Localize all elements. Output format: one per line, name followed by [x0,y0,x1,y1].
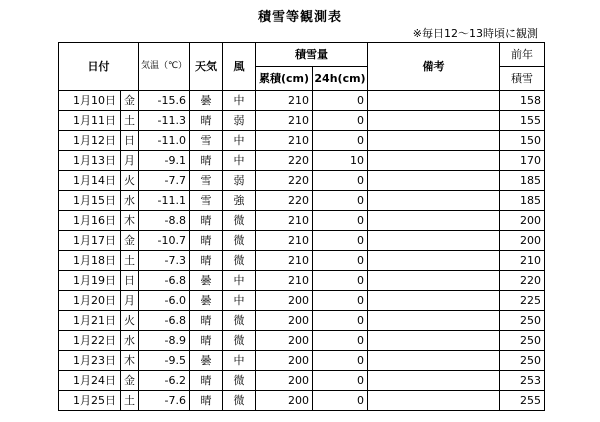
cell-temperature: -6.8 [139,311,190,331]
cell-wind: 中 [223,291,256,311]
cell-day-of-week: 金 [121,91,139,111]
table-row [59,331,545,351]
header-temperature: 気温（℃） [139,43,190,91]
cell-weather: 雪 [190,131,223,151]
table-row [59,151,545,171]
cell-snow-total: 210 [256,111,313,131]
cell-day-of-week: 水 [121,331,139,351]
cell-temperature: -8.8 [139,211,190,231]
cell-snow-24h: 0 [313,91,368,111]
cell-wind: 微 [223,391,256,411]
cell-snow-total: 220 [256,171,313,191]
cell-wind: 強 [223,191,256,211]
cell-remarks [368,131,500,151]
cell-date: 1月15日 [59,191,121,211]
cell-date: 1月11日 [59,111,121,131]
cell-weather: 晴 [190,111,223,131]
cell-temperature: -7.6 [139,391,190,411]
cell-snow-total: 210 [256,251,313,271]
table-row [59,131,545,151]
snow-observation-table [58,42,545,411]
table-row [59,311,545,331]
cell-day-of-week: 木 [121,211,139,231]
cell-wind: 微 [223,231,256,251]
cell-snow-total: 220 [256,151,313,171]
cell-prev-year-snow: 255 [500,391,545,411]
cell-remarks [368,211,500,231]
table-row [59,291,545,311]
cell-remarks [368,191,500,211]
table-row [59,91,545,111]
cell-date: 1月20日 [59,291,121,311]
cell-snow-24h: 0 [313,251,368,271]
table-row [59,391,545,411]
cell-prev-year-snow: 250 [500,351,545,371]
cell-prev-year-snow: 170 [500,151,545,171]
table-row [59,251,545,271]
cell-temperature: -6.0 [139,291,190,311]
cell-snow-24h: 0 [313,351,368,371]
cell-snow-24h: 0 [313,371,368,391]
cell-wind: 微 [223,211,256,231]
header-snow-depth: 積雪量 [256,43,368,67]
cell-snow-24h: 0 [313,311,368,331]
cell-date: 1月13日 [59,151,121,171]
cell-remarks [368,231,500,251]
cell-wind: 中 [223,271,256,291]
cell-weather: 晴 [190,371,223,391]
cell-snow-total: 200 [256,371,313,391]
cell-day-of-week: 金 [121,231,139,251]
cell-remarks [368,91,500,111]
table-body [59,91,545,411]
cell-date: 1月22日 [59,331,121,351]
cell-wind: 微 [223,311,256,331]
cell-snow-24h: 0 [313,111,368,131]
cell-snow-total: 200 [256,391,313,411]
cell-remarks [368,111,500,131]
table-row [59,271,545,291]
cell-temperature: -8.9 [139,331,190,351]
cell-prev-year-snow: 250 [500,331,545,351]
cell-day-of-week: 日 [121,131,139,151]
cell-remarks [368,291,500,311]
cell-snow-24h: 0 [313,331,368,351]
cell-date: 1月24日 [59,371,121,391]
cell-prev-year-snow: 185 [500,171,545,191]
cell-weather: 晴 [190,331,223,351]
header-snow-24h: 24h(cm) [313,67,368,91]
cell-remarks [368,351,500,371]
cell-date: 1月23日 [59,351,121,371]
cell-temperature: -11.1 [139,191,190,211]
cell-date: 1月19日 [59,271,121,291]
table-row [59,191,545,211]
header-prev-year-line1: 前年 [500,43,545,67]
cell-snow-24h: 0 [313,271,368,291]
cell-weather: 晴 [190,391,223,411]
cell-snow-total: 200 [256,291,313,311]
cell-snow-total: 200 [256,331,313,351]
cell-snow-total: 200 [256,311,313,331]
cell-prev-year-snow: 155 [500,111,545,131]
cell-temperature: -6.8 [139,271,190,291]
cell-prev-year-snow: 150 [500,131,545,151]
cell-weather: 曇 [190,91,223,111]
cell-weather: 曇 [190,291,223,311]
cell-temperature: -7.3 [139,251,190,271]
page-title: 積雪等観測表 [257,10,342,25]
cell-temperature: -9.1 [139,151,190,171]
cell-day-of-week: 月 [121,291,139,311]
cell-prev-year-snow: 158 [500,91,545,111]
cell-date: 1月17日 [59,231,121,251]
cell-day-of-week: 木 [121,351,139,371]
cell-snow-24h: 0 [313,231,368,251]
cell-prev-year-snow: 225 [500,291,545,311]
cell-remarks [368,271,500,291]
cell-prev-year-snow: 210 [500,251,545,271]
header-weather: 天気 [190,43,223,91]
cell-date: 1月14日 [59,171,121,191]
cell-remarks [368,311,500,331]
cell-temperature: -11.0 [139,131,190,151]
cell-day-of-week: 月 [121,151,139,171]
cell-temperature: -11.3 [139,111,190,131]
cell-remarks [368,171,500,191]
cell-prev-year-snow: 250 [500,311,545,331]
cell-date: 1月10日 [59,91,121,111]
cell-wind: 弱 [223,111,256,131]
cell-weather: 晴 [190,211,223,231]
cell-snow-24h: 0 [313,191,368,211]
cell-date: 1月18日 [59,251,121,271]
cell-weather: 晴 [190,231,223,251]
cell-weather: 晴 [190,311,223,331]
cell-date: 1月12日 [59,131,121,151]
header-remarks: 備考 [368,43,500,91]
cell-snow-24h: 10 [313,151,368,171]
cell-day-of-week: 金 [121,371,139,391]
table-row [59,171,545,191]
cell-temperature: -9.5 [139,351,190,371]
observation-note: ※毎日12～13時頃に観測 [412,27,538,40]
table-row [59,371,545,391]
table-row [59,351,545,371]
header-date: 日付 [59,43,139,91]
cell-temperature: -10.7 [139,231,190,251]
cell-day-of-week: 土 [121,391,139,411]
cell-prev-year-snow: 253 [500,371,545,391]
cell-prev-year-snow: 185 [500,191,545,211]
cell-wind: 中 [223,91,256,111]
cell-snow-24h: 0 [313,131,368,151]
cell-day-of-week: 日 [121,271,139,291]
cell-date: 1月16日 [59,211,121,231]
cell-remarks [368,331,500,351]
cell-wind: 微 [223,251,256,271]
cell-remarks [368,371,500,391]
cell-weather: 曇 [190,351,223,371]
cell-remarks [368,391,500,411]
cell-weather: 雪 [190,191,223,211]
cell-snow-total: 210 [256,231,313,251]
cell-date: 1月21日 [59,311,121,331]
cell-snow-total: 200 [256,351,313,371]
cell-wind: 弱 [223,171,256,191]
cell-temperature: -6.2 [139,371,190,391]
cell-wind: 微 [223,331,256,351]
cell-prev-year-snow: 200 [500,211,545,231]
cell-snow-total: 210 [256,211,313,231]
cell-wind: 微 [223,371,256,391]
cell-wind: 中 [223,131,256,151]
cell-day-of-week: 水 [121,191,139,211]
cell-weather: 晴 [190,151,223,171]
cell-temperature: -7.7 [139,171,190,191]
cell-remarks [368,151,500,171]
cell-snow-24h: 0 [313,211,368,231]
cell-temperature: -15.6 [139,91,190,111]
cell-snow-24h: 0 [313,171,368,191]
cell-prev-year-snow: 220 [500,271,545,291]
header-prev-year-line2: 積雪 [500,67,545,91]
cell-day-of-week: 土 [121,251,139,271]
cell-day-of-week: 火 [121,171,139,191]
header-wind: 風 [223,43,256,91]
cell-snow-total: 220 [256,191,313,211]
cell-snow-total: 210 [256,271,313,291]
cell-date: 1月25日 [59,391,121,411]
cell-prev-year-snow: 200 [500,231,545,251]
cell-wind: 中 [223,151,256,171]
cell-weather: 雪 [190,171,223,191]
cell-snow-total: 210 [256,131,313,151]
cell-wind: 中 [223,351,256,371]
cell-weather: 曇 [190,271,223,291]
table-row [59,111,545,131]
cell-remarks [368,251,500,271]
table-row [59,231,545,251]
header-snow-total: 累積(cm) [256,67,313,91]
table-row [59,211,545,231]
cell-snow-24h: 0 [313,391,368,411]
cell-day-of-week: 火 [121,311,139,331]
cell-snow-total: 210 [256,91,313,111]
cell-day-of-week: 土 [121,111,139,131]
cell-weather: 晴 [190,251,223,271]
cell-snow-24h: 0 [313,291,368,311]
